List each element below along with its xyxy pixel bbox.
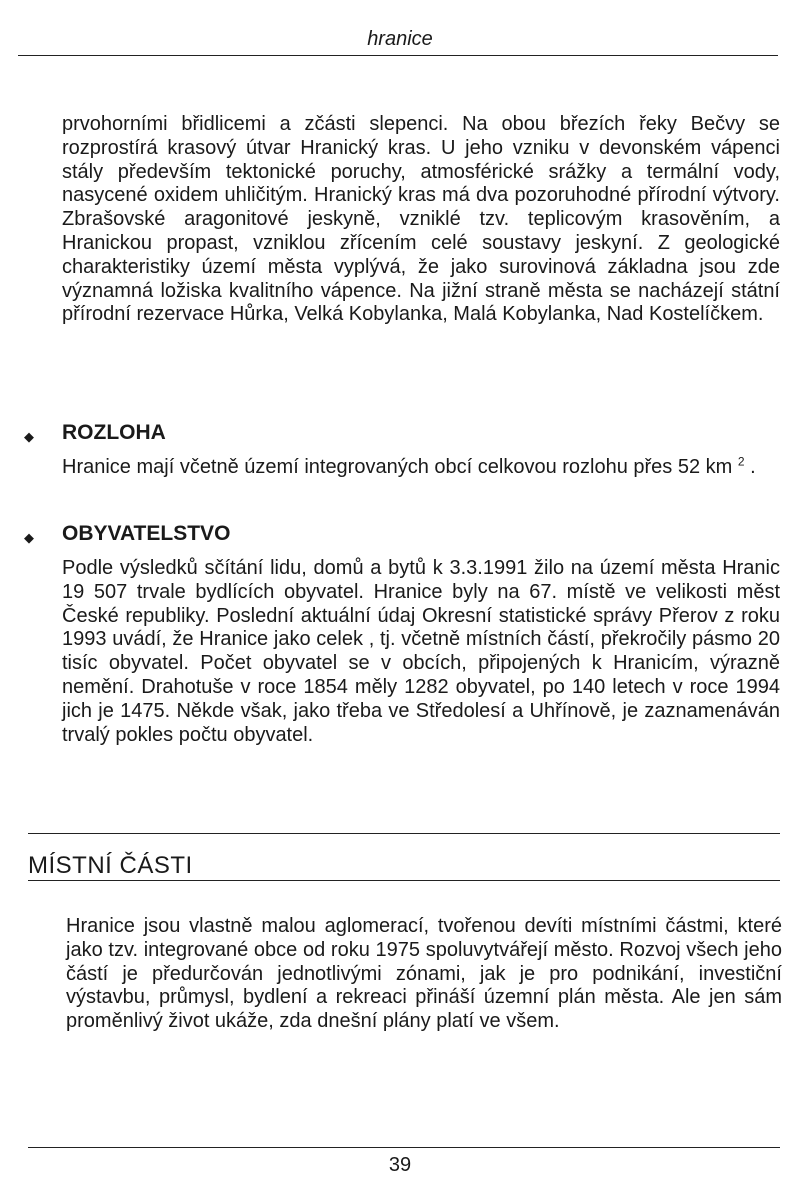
section-paragraph: Hranice jsou vlastně malou aglomerací, tvořenou devíti místními částmi, které jako tzv. integrované obce od roku 1975 spoluvytvářejí město. Rozvoj všech jeho částí je předurčován jednotlivými zónami, jak je pro podnikání, investiční výstavbu, průmysl, bydlení a rekreaci přináší územní plán města. Ale jen sám proměnlivý život ukáže, zda dnešní plány platí ve všem.	[66, 915, 782, 1033]
section-top-rule	[28, 833, 780, 834]
bullet-icon: ◆	[24, 530, 34, 545]
rozloha-superscript: 2	[737, 454, 745, 469]
section-bottom-rule	[28, 880, 780, 881]
obyvatelstvo-heading: OBYVATELSTVO	[62, 522, 231, 545]
obyvatelstvo-paragraph: Podle výsledků sčítání lidu, domů a bytů k 3.3.1991 žilo na území města Hranic 19 507 trvale bydlících obyvatel. Hranice byly na 67. místě ve velikosti měst České republiky. Poslední aktuální údaj Okresní statistické správy Přerov z roku 1993 uvádí, že Hranice jako celek , tj. včetně místních částí, překročily pásmo 20 tisíc obyvatel. Počet obyvatel se v obcích, připojených k Hranicím, výrazně nemění. Drahotuše v roce 1854 měly 1282 obyvatel, po 140 letech v roce 1994 jich je 1475. Někde však, jako třeba ve Středolesí a Uhřínově, je zaznamenáván trvalý pokles počtu obyvatel.	[62, 557, 780, 746]
section-title: MÍSTNÍ ČÁSTI	[28, 852, 193, 879]
page-number: 39	[388, 1154, 412, 1176]
rozloha-suffix: .	[744, 456, 756, 478]
running-head: hranice	[367, 28, 433, 50]
footer-rule	[28, 1147, 780, 1148]
bullet-icon: ◆	[24, 429, 34, 444]
rozloha-text: Hranice mají včetně území integrovaných obcí celkovou rozlohu přes 52 km	[62, 456, 733, 478]
intro-paragraph: prvohorními břidlicemi a zčásti slepenci. Na obou březích řeky Bečvy se rozprostírá krasový útvar Hranický kras. U jeho vzniku v devonském vápenci stály především tektonické poruchy, atmosférické srážky a termální vody, nasycené oxidem uhličitým. Hranický kras má dva pozoruhodné přírodní výtvory. Zbrašovské aragonitové jeskyně, vzniklé tzv. teplicovým krasověním, a Hranickou propast, vzniklou zřícením celé soustavy jeskyní. Z geologické charakteristiky území města vyplývá, že jako surovinová základna jsou zde významná ložiska kvalitního vápence. Na jižní straně města se nacházejí státní přírodní rezervace Hůrka, Velká Kobylanka, Malá Kobylanka, Nad Kostelíčkem.	[62, 113, 780, 326]
header-rule	[18, 55, 778, 56]
rozloha-heading: ROZLOHA	[62, 421, 166, 444]
rozloha-paragraph	[62, 456, 780, 480]
